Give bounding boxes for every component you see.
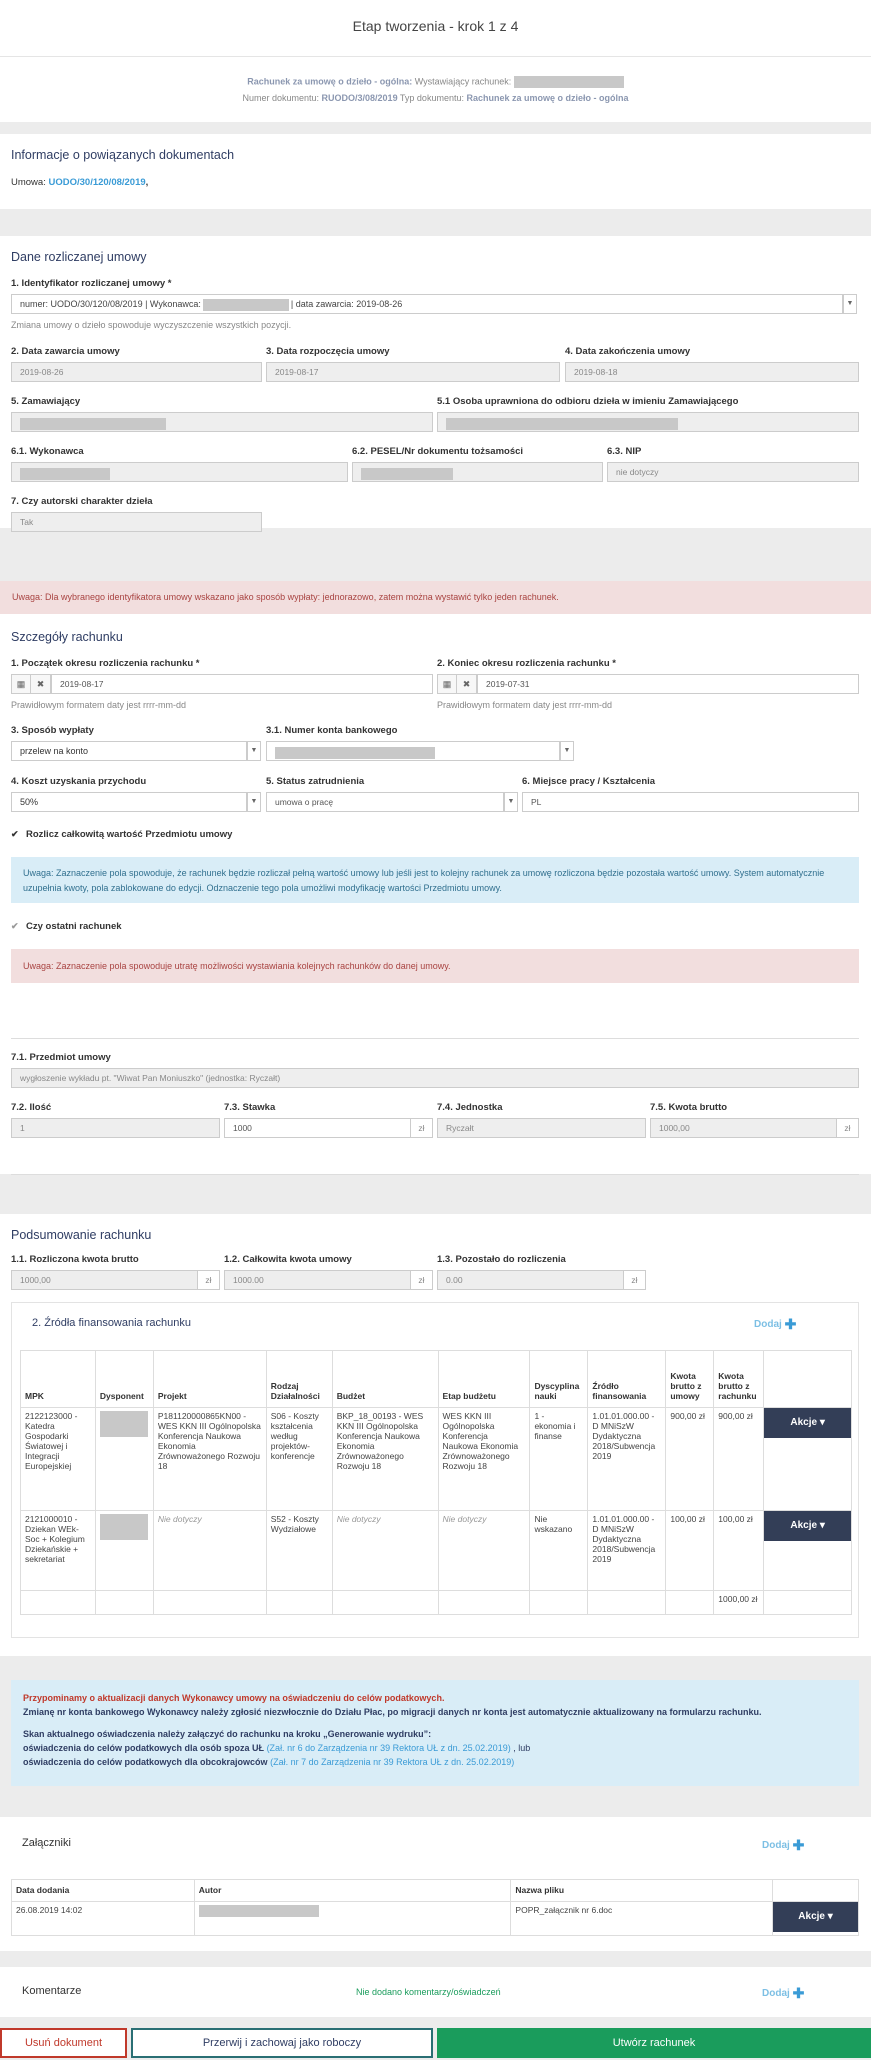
details-panel (0, 614, 871, 1174)
orderer-label: 5. Zamawiający (11, 396, 81, 407)
cell-rodzaj: S52 - Koszty Wydziałowe (266, 1511, 332, 1591)
period-end-label: 2. Koniec okresu rozliczenia rachunku * (437, 658, 616, 669)
attachments-title: Załączniki (22, 1837, 71, 1849)
payment-method-select[interactable]: przelew na konto (11, 741, 247, 761)
settle-full-checkbox[interactable]: ✔ Rozlicz całkowitą wartość Przedmiotu umowy (11, 829, 233, 840)
contractor-field (11, 462, 348, 482)
add-funding-button[interactable]: Dodaj ✚ (754, 1316, 797, 1332)
cell-etap: WES KKN III Ogólnopolska Konferencja Naukowa Ekonomia Zrównoważonego Rozwoju 18 (438, 1408, 530, 1511)
cell-etap: Nie dotyczy (438, 1511, 530, 1591)
contract-id-label: 1. Identyfikator rozliczanej umowy * (11, 278, 172, 289)
col-projekt: Projekt (153, 1351, 266, 1408)
cell-zrodlo: 1.01.01.000.00 - D MNiSzW Dydaktyczna 2018/Subwencja 2019 (588, 1511, 666, 1591)
chevron-down-icon[interactable]: ▼ (247, 741, 261, 761)
orderer-field (11, 412, 433, 432)
comments-empty: Nie dodano komentarzy/oświadczeń (356, 1987, 501, 1997)
col-kwota-rachunku: Kwota brutto z rachunku (714, 1351, 764, 1408)
col-dyscyplina: Dyscyplina nauki (530, 1351, 588, 1408)
table-row (12, 1902, 859, 1936)
clear-icon[interactable]: ✖ (31, 674, 51, 694)
single-invoice-warning: Uwaga: Dla wybranego identyfikatora umowy wskazano jako sposób wypłaty: jednorazowo, zatem można wystawić tylko jeden rachunek. (0, 581, 871, 614)
statement-link-6[interactable]: (Zał. nr 6 do Zarządzenia nr 39 Rektora UŁ z dn. 25.02.2019) (266, 1743, 511, 1753)
cell-kwota-umowy: 900,00 zł (666, 1408, 714, 1511)
contract-date-label: 2. Data zawarcia umowy (11, 346, 120, 357)
col-kwota-umowy: Kwota brutto z umowy (666, 1351, 714, 1408)
comments-title: Komentarze (22, 1985, 82, 1997)
header-line1: Rachunek za umowę o dzieło - ogólna: Wystawiający rachunek: (0, 76, 871, 88)
col-zrodlo: Źródło finansowania (588, 1351, 666, 1408)
cell-akcje (764, 1511, 852, 1591)
reminder-line2: Zmianę nr konta bankowego Wykonawcy należy zgłosić niezwłocznie do Działu Płac, po migracji danych nr konta jest automatycznie aktualizowany na formularzu rachunku. (23, 1707, 762, 1717)
authorship-field: Tak (11, 512, 262, 532)
save-draft-button[interactable]: Przerwij i zachowaj jako roboczy (131, 2028, 433, 2058)
settle-full-info: Uwaga: Zaznaczenie pola spowoduje, że rachunek będzie rozliczał pełną wartość umowy lub jeśli jest to kolejny rachunek za umowę rozliczona będzie pozostała wartość umowy. System automatycznie uzupełnia kwoty, pola zablokowane do edycji. Odznaczenie tego pola umożliwi modyfikację wartości Przedmiotu umowy. (11, 857, 859, 903)
start-date-label: 3. Data rozpoczęcia umowy (266, 346, 390, 357)
table-header-row (21, 1351, 852, 1408)
related-title: Informacje o powiązanych dokumentach (11, 148, 235, 162)
receiver-label: 5.1 Osoba uprawniona do odbioru dzieła w imieniu Zamawiającego (437, 396, 739, 407)
contract-panel (0, 236, 871, 528)
last-invoice-warning: Uwaga: Zaznaczenie pola spowoduje utratę możliwości wystawiania kolejnych rachunków do danej umowy. (11, 949, 859, 983)
employment-status-select[interactable]: umowa o pracę (266, 792, 504, 812)
chevron-down-icon[interactable]: ▼ (560, 741, 574, 761)
cell-projekt: P181120000865KN00 - WES KKN III Ogólnopolska Konferencja Naukowa Ekonomia Zrównoważonego Rozwoju 18 (153, 1408, 266, 1511)
table-total-row (21, 1591, 852, 1615)
col-dysponent: Dysponent (95, 1351, 153, 1408)
plus-icon: ✚ (792, 1985, 805, 2001)
total-contract-label: 1.2. Całkowita kwota umowy (224, 1254, 352, 1265)
workplace-label: 6. Miejsce pracy / Kształcenia (522, 776, 656, 787)
create-invoice-button[interactable]: Utwórz rachunek (437, 2028, 871, 2058)
reminder-line1: Przypominamy o aktualizacji danych Wykonawcy umowy na oświadczeniu do celów podatkowych. (23, 1693, 445, 1703)
period-start-input[interactable]: 2019-08-17 (51, 674, 433, 694)
cell-projekt: Nie dotyczy (153, 1511, 266, 1591)
employment-status-label: 5. Status zatrudnienia (266, 776, 365, 787)
cell-kwota-umowy: 100,00 zł (666, 1511, 714, 1591)
settled-label: 1.1. Rozliczona kwota brutto (11, 1254, 139, 1265)
rate-input[interactable]: 1000 (224, 1118, 411, 1138)
col-budzet: Budżet (332, 1351, 438, 1408)
table-row (21, 1511, 852, 1591)
quantity-field: 1 (11, 1118, 220, 1138)
nip-label: 6.3. NIP (607, 446, 642, 457)
last-invoice-checkbox[interactable]: ✔ Czy ostatni rachunek (11, 921, 122, 932)
header-line2: Numer dokumentu: RUODO/3/08/2019 Typ dokumentu: Rachunek za umowę o dzieło - ogólna (242, 93, 629, 103)
col-mpk: MPK (21, 1351, 96, 1408)
cost-label: 4. Koszt uzyskania przychodu (11, 776, 147, 787)
subject-field: wygłoszenie wykładu pt. "Wiwat Pan Moniuszko" (jednostka: Ryczałt) (11, 1068, 859, 1088)
total-contract-field: 1000.00 (224, 1270, 411, 1290)
funding-title: 2. Źródła finansowania rachunku (32, 1317, 191, 1329)
row-actions-button[interactable]: Akcje ▾ (764, 1408, 851, 1438)
gross-unit: zł (837, 1118, 859, 1138)
subject-label: 7.1. Przedmiot umowy (11, 1052, 111, 1063)
chevron-down-icon[interactable]: ▼ (843, 294, 857, 314)
remaining-field: 0.00 (437, 1270, 624, 1290)
delete-document-button[interactable]: Usuń dokument (0, 2028, 127, 2058)
cell-dyscyplina: Nie wskazano (530, 1511, 588, 1591)
col-date: Data dodania (12, 1880, 195, 1902)
cell-kwota-rachunku: 900,00 zł (714, 1408, 764, 1511)
attachments-table (11, 1879, 859, 1936)
remaining-label: 1.3. Pozostało do rozliczenia (437, 1254, 566, 1265)
summary-panel (0, 1214, 871, 1656)
plus-icon: ✚ (784, 1316, 797, 1332)
related-panel (0, 134, 871, 209)
row-actions-button[interactable]: Akcje ▾ (764, 1511, 851, 1541)
workplace-input[interactable]: PL (522, 792, 859, 812)
details-title: Szczegóły rachunku (11, 630, 123, 644)
cell-actions (773, 1902, 859, 1936)
contractor-label: 6.1. Wykonawca (11, 446, 84, 457)
tax-reminder (11, 1680, 859, 1786)
attachment-actions-button[interactable]: Akcje ▾ (773, 1902, 858, 1932)
header-panel (0, 0, 871, 122)
add-attachment-button[interactable]: Dodaj ✚ (762, 1837, 805, 1853)
col-akcje (764, 1351, 852, 1408)
cell-dysponent (95, 1511, 153, 1591)
authorship-label: 7. Czy autorski charakter dzieła (11, 496, 153, 507)
col-author: Autor (194, 1880, 511, 1902)
settled-field: 1000,00 (11, 1270, 198, 1290)
table-header-row (12, 1880, 859, 1902)
col-etap: Etap budżetu (438, 1351, 530, 1408)
related-contract-link[interactable]: UODO/30/120/08/2019 (48, 177, 146, 188)
period-start-label: 1. Początek okresu rozliczenia rachunku * (11, 658, 200, 669)
attachments-panel (0, 1817, 871, 1951)
related-contract: Umowa: UODO/30/120/08/2019, (11, 177, 149, 188)
plus-icon: ✚ (792, 1837, 805, 1853)
remaining-unit: zł (624, 1270, 646, 1290)
cell-author (194, 1902, 511, 1936)
cell-date: 26.08.2019 14:02 (12, 1902, 195, 1936)
cell-total: 1000,00 zł (714, 1591, 764, 1615)
cell-dyscyplina: 1 - ekonomia i finanse (530, 1408, 588, 1511)
end-date-field: 2019-08-18 (565, 362, 859, 382)
cell-budzet: BKP_18_00193 - WES KKN III Ogólnopolska Konferencja Naukowa Ekonomia Zrównoważonego Rozwoju 18 (332, 1408, 438, 1511)
end-date-label: 4. Data zakończenia umowy (565, 346, 691, 357)
col-actions (773, 1880, 859, 1902)
cell-file: POPR_załącznik nr 6.doc (511, 1902, 773, 1936)
pesel-field (352, 462, 603, 482)
cost-select[interactable]: 50% (11, 792, 247, 812)
cell-rodzaj: S06 - Koszty kształcenia według projektów-konferencje (266, 1408, 332, 1511)
col-file: Nazwa pliku (511, 1880, 773, 1902)
reminder-line5: oświadczenia do celów podatkowych dla obcokrajowców (Zał. nr 7 do Zarządzenia nr 39 Rektora UŁ z dn. 25.02.2019) (23, 1757, 515, 1767)
calendar-icon[interactable]: ▦ (11, 674, 31, 694)
comments-panel (0, 1967, 871, 2017)
add-comment-button[interactable]: Dodaj ✚ (762, 1985, 805, 2001)
cell-dysponent (95, 1408, 153, 1511)
payment-method-label: 3. Sposób wypłaty (11, 725, 94, 736)
rate-unit: zł (411, 1118, 433, 1138)
settled-unit: zł (198, 1270, 220, 1290)
cell-budzet: Nie dotyczy (332, 1511, 438, 1591)
cell-zrodlo: 1.01.01.000.00 - D MNiSzW Dydaktyczna 2018/Subwencja 2019 (588, 1408, 666, 1511)
pesel-label: 6.2. PESEL/Nr dokumentu tożsamości (352, 446, 524, 457)
bank-account-select[interactable] (266, 741, 560, 761)
start-date-field: 2019-08-17 (266, 362, 560, 382)
gross-label: 7.5. Kwota brutto (650, 1102, 728, 1113)
total-contract-unit: zł (411, 1270, 433, 1290)
reminder-line4: oświadczenia do celów podatkowych dla osób spoza UŁ (Zał. nr 6 do Zarządzenia nr 39 Rektora UŁ z dn. 25.02.2019) , lub (23, 1743, 531, 1753)
cell-mpk: 2121000010 - Dziekan WEk-Soc + Kolegium Dziekańskie + sekretariat (21, 1511, 96, 1591)
rate-label: 7.3. Stawka (224, 1102, 276, 1113)
unit-label: 7.4. Jednostka (437, 1102, 503, 1113)
receiver-field (437, 412, 859, 432)
nip-field: nie dotyczy (607, 462, 859, 482)
funding-table (20, 1350, 852, 1615)
reminder-line3: Skan aktualnego oświadczenia należy załączyć do rachunku na kroku „Generowanie wydruku”: (23, 1729, 432, 1739)
statement-link-7[interactable]: (Zał. nr 7 do Zarządzenia nr 39 Rektora UŁ z dn. 25.02.2019) (270, 1757, 515, 1767)
contract-title: Dane rozliczanej umowy (11, 250, 147, 264)
cell-akcje (764, 1408, 852, 1511)
cell-kwota-rachunku: 100,00 zł (714, 1511, 764, 1591)
period-end-input[interactable]: 2019-07-31 (477, 674, 859, 694)
summary-title: Podsumowanie rachunku (11, 1228, 152, 1242)
period-start-help: Prawidłowym formatem daty jest rrrr-mm-dd (11, 700, 187, 710)
gross-field: 1000,00 (650, 1118, 837, 1138)
clear-icon[interactable]: ✖ (457, 674, 477, 694)
quantity-label: 7.2. Ilość (11, 1102, 52, 1113)
contract-date-field: 2019-08-26 (11, 362, 262, 382)
calendar-icon[interactable]: ▦ (437, 674, 457, 694)
contract-id-help: Zmiana umowy o dzieło spowoduje wyczyszczenie wszystkich pozycji. (11, 320, 292, 330)
col-rodzaj: Rodzaj Działalności (266, 1351, 332, 1408)
bank-account-label: 3.1. Numer konta bankowego (266, 725, 398, 736)
page-title: Etap tworzenia - krok 1 z 4 (352, 18, 519, 34)
chevron-down-icon[interactable]: ▼ (247, 792, 261, 812)
unit-field: Ryczałt (437, 1118, 646, 1138)
period-end-help: Prawidłowym formatem daty jest rrrr-mm-dd (437, 700, 613, 710)
cell-mpk: 2122123000 - Katedra Gospodarki Światowej i Integracji Europejskiej (21, 1408, 96, 1511)
contract-id-select[interactable]: numer: UODO/30/120/08/2019 | Wykonawca: | data zawarcia: 2019-08-26 (11, 294, 843, 314)
table-row (21, 1408, 852, 1511)
chevron-down-icon[interactable]: ▼ (504, 792, 518, 812)
